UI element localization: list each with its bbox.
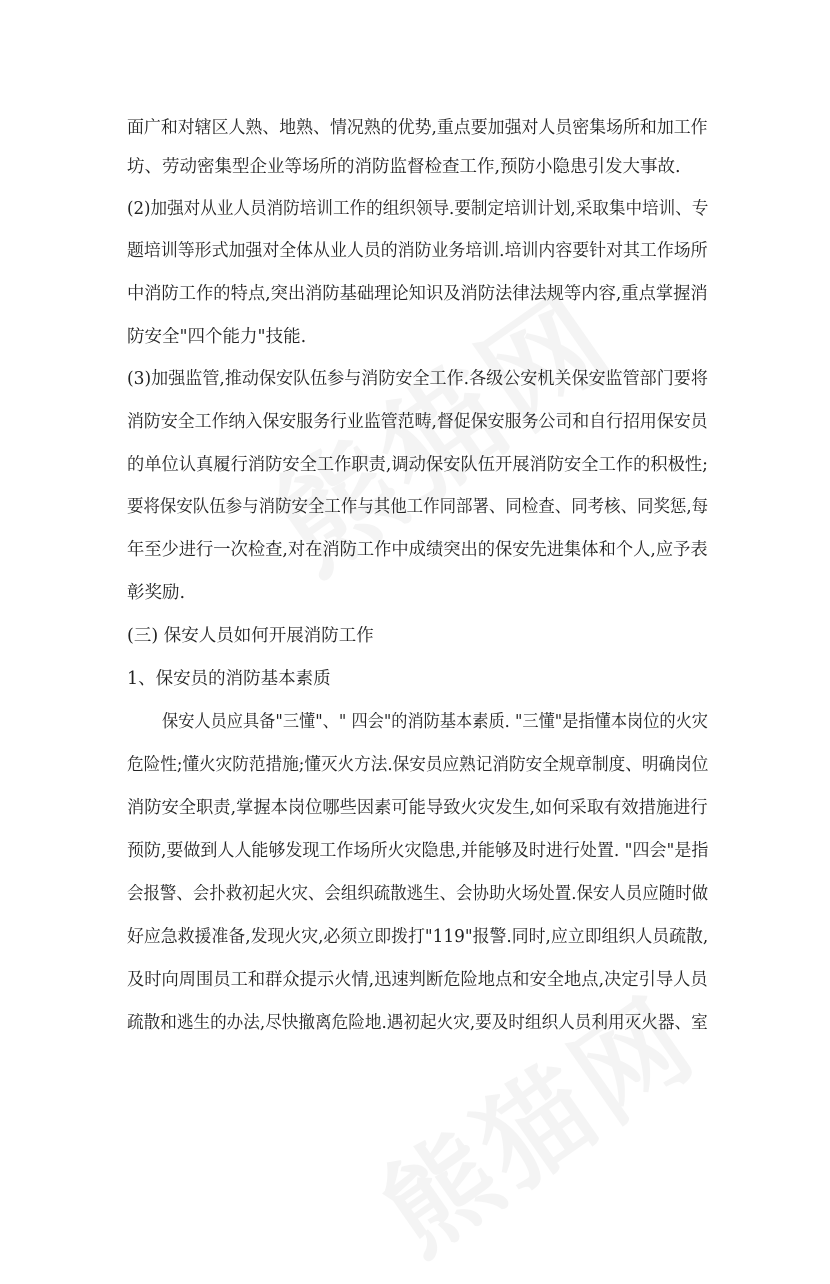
- text-line: 中消防工作的特点,突出消防基础理论知识及消防法律法规等内容,重点掌握消: [127, 284, 708, 304]
- text-line: 彰奖励.: [127, 583, 186, 603]
- text-line: 题培训等形式加强对全体从业人员的消防业务培训.培训内容要针对其工作场所: [127, 241, 708, 261]
- text-line: 保安人员应具备"三懂"、" 四会"的消防基本素质. "三懂"是指懂本岗位的火灾: [162, 712, 708, 732]
- text-line: 及时向周围员工和群众提示火情,迅速判断危险地点和安全地点,决定引导人员: [127, 970, 708, 990]
- text-line: 会报警、会扑救初起火灾、会组织疏散逃生、会协助火场处置.保安人员应随时做: [127, 884, 709, 904]
- text-line: 疏散和逃生的办法,尽快撤离危险地.遇初起火灾,要及时组织人员利用灭火器、室: [127, 1013, 708, 1033]
- text-line: 面广和对辖区人熟、地熟、情况熟的优势,重点要加强对人员密集场所和加工作: [127, 118, 708, 138]
- text-line: 要将保安队伍参与消防安全工作与其他工作同部署、同检查、同考核、同奖惩,每: [127, 497, 709, 517]
- subsection-heading: 1、保安员的消防基本素质: [127, 669, 331, 689]
- text-line: 防安全"四个能力"技能.: [127, 327, 307, 347]
- text-line: (3)加强监管,推动保安队伍参与消防安全工作.各级公安机关保安监管部门要将: [127, 369, 708, 389]
- text-line: 的单位认真履行消防安全工作职责,调动保安队伍开展消防安全工作的积极性;: [127, 455, 708, 475]
- text-line: 预防,要做到人人能够发现工作场所火灾隐患,并能够及时进行处置. "四会"是指: [127, 841, 709, 861]
- text-line: (2)加强对从业人员消防培训工作的组织领导.要制定培训计划,采取集中培训、专: [127, 199, 709, 219]
- text-line: 消防安全工作纳入保安服务行业监管范畴,督促保安服务公司和自行招用保安员: [127, 412, 708, 432]
- text-line: 危险性;懂火灾防范措施;懂灭火方法.保安员应熟记消防安全规章制度、明确岗位: [127, 755, 709, 775]
- watermark: [346, 954, 722, 1283]
- text-line: 年至少进行一次检查,对在消防工作中成绩突出的保安先进集体和个人,应予表: [127, 540, 708, 560]
- text-line: 坊、劳动密集型企业等场所的消防监督检查工作,预防小隐患引发大事故.: [127, 157, 681, 177]
- text-line: 好应急救援准备,发现火灾,必须立即拨打"119"报警.同时,应立即组织人员疏散,: [127, 927, 709, 947]
- section-heading: (三) 保安人员如何开展消防工作: [127, 626, 374, 646]
- text-line: 消防安全职责,掌握本岗位哪些因素可能导致火灾发生,如何采取有效措施进行: [127, 798, 708, 818]
